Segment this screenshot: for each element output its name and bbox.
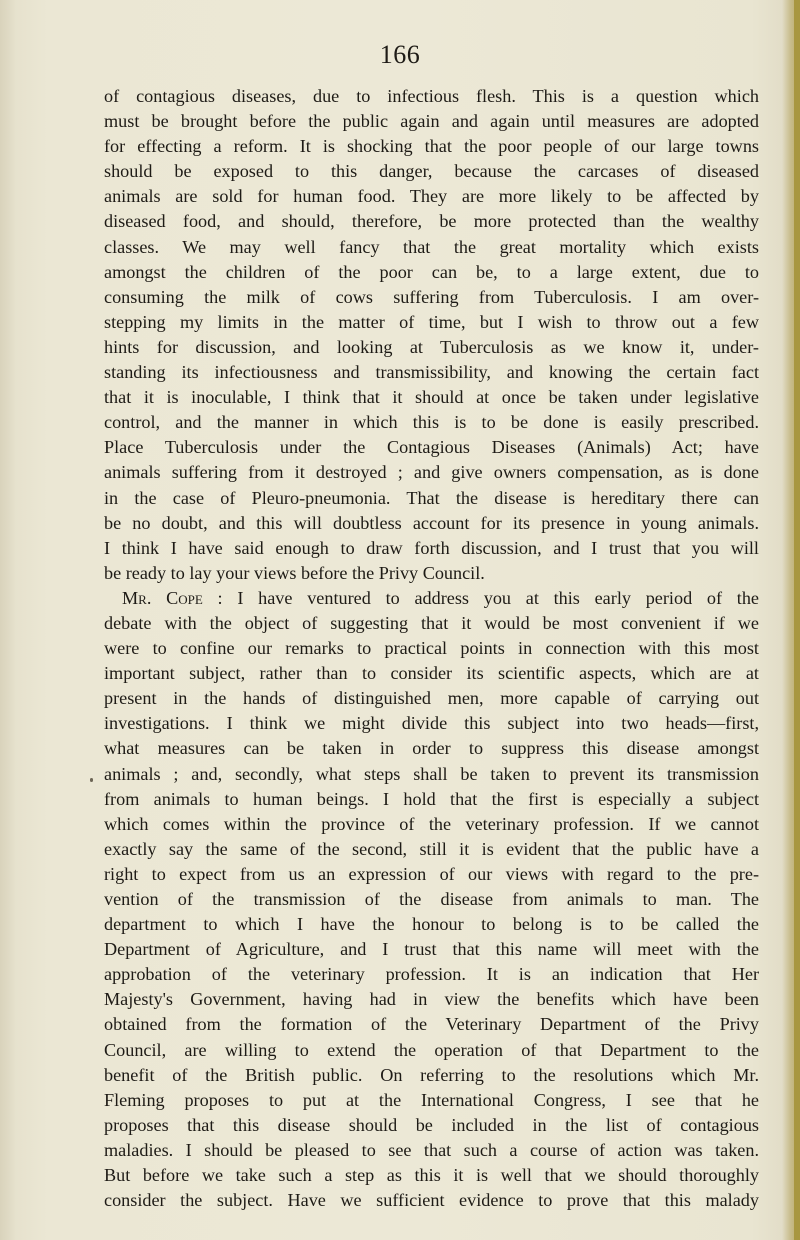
text-line: maladies. I should be pleased to see that such a course of action was taken. (104, 1139, 759, 1160)
text-line: were to confine our remarks to practical points in connection with this most (104, 638, 759, 659)
text-line: department to which I have the honour to belong is to be called the (104, 914, 759, 935)
page-edge (794, 0, 800, 1240)
speaker-line (104, 586, 759, 611)
text-line: must be brought before the public again and again until measures are adopted (104, 111, 759, 132)
text-line: Fleming proposes to put at the International Congress, I see that he (104, 1089, 759, 1110)
text-line: standing its infectiousness and transmissibility, and knowing the certain fact (104, 362, 759, 383)
text-line: consuming the milk of cows suffering from Tuberculosis. I am over- (104, 286, 759, 307)
page-number: 166 (379, 40, 421, 69)
text-line: Place Tuberculosis under the Contagious Diseases (Animals) Act; have (104, 437, 759, 458)
text-line: animals ; and, secondly, what steps shall be taken to prevent its transmission (104, 763, 759, 784)
text-line: amongst the children of the poor can be, to a large extent, due to (104, 261, 759, 282)
body-text (104, 84, 759, 1213)
text-line: diseased food, and should, therefore, be more protected than the wealthy (104, 211, 759, 232)
text-line: But before we take such a step as this it is well that we should thoroughly (104, 1165, 759, 1186)
text-line: stepping my limits in the matter of time, but I wish to throw out a few (104, 311, 759, 332)
text-line: of contagious diseases, due to infectious flesh. This is a question which (104, 86, 759, 106)
text-line: that it is inoculable, I think that it should at once be taken under legislative (104, 387, 759, 408)
ink-speck (90, 778, 93, 782)
text-line: consider the subject. Have we sufficient evidence to prove that this malady (104, 1190, 759, 1211)
gutter-shading (0, 0, 16, 1240)
speaker-line-text: I have ventured to address you at this early period of the (222, 587, 759, 608)
text-line: exactly say the same of the second, still it is evident that the public have a (104, 838, 759, 859)
text-line: present in the hands of distinguished men, more capable of carrying out (104, 688, 759, 709)
text-line: in the case of Pleuro-pneumonia. That the disease is hereditary there can (104, 487, 759, 508)
text-line: be no doubt, and this will doubtless account for its presence in young animals. (104, 512, 759, 533)
text-line: for effecting a reform. It is shocking that the poor people of our large towns (104, 136, 759, 157)
text-line: vention of the transmission of the disease from animals to man. The (104, 889, 759, 909)
speaker-name: Mr. Cope : (122, 587, 223, 608)
text-line: benefit of the British public. On referring to the resolutions which Mr. (104, 1064, 759, 1085)
text-line: should be exposed to this danger, because the carcases of diseased (104, 161, 759, 182)
text-line: debate with the object of suggesting that it would be most convenient if we (104, 612, 759, 633)
text-line: right to expect from us an expression of our views with regard to the pre- (104, 863, 759, 884)
text-line: classes. We may well fancy that the great mortality which exists (104, 236, 759, 257)
text-line: from animals to human beings. I hold that the first is especially a subject (104, 788, 759, 809)
text-line: be ready to lay your views before the Privy Council. (104, 562, 485, 583)
text-line: control, and the manner in which this is to be done is easily prescribed. (104, 412, 759, 433)
text-line: animals suffering from it destroyed ; and give owners compensation, as is done (104, 462, 759, 483)
text-line: investigations. I think we might divide this subject into two heads—first, (104, 713, 759, 734)
text-line: important subject, rather than to consider its scientific aspects, which are at (104, 663, 759, 684)
text-line: proposes that this disease should be included in the list of contagious (104, 1114, 759, 1135)
text-line: Council, are willing to extend the operation of that Department to the (104, 1039, 759, 1060)
text-line: what measures can be taken in order to suppress this disease amongst (104, 738, 759, 759)
text-line: animals are sold for human food. They are more likely to be affected by (104, 186, 759, 207)
text-line: hints for discussion, and looking at Tuberculosis as we know it, under- (104, 336, 759, 357)
text-line: obtained from the formation of the Veterinary Department of the Privy (104, 1014, 759, 1035)
text-line: which comes within the province of the veterinary profession. If we cannot (104, 813, 759, 834)
text-line: Majesty's Government, having had in view the benefits which have been (104, 989, 759, 1010)
text-line: approbation of the veterinary profession. It is an indication that Her (104, 964, 759, 985)
text-line: Department of Agriculture, and I trust that this name will meet with the (104, 939, 759, 960)
text-line: I think I have said enough to draw forth discussion, and I trust that you will (104, 537, 759, 558)
